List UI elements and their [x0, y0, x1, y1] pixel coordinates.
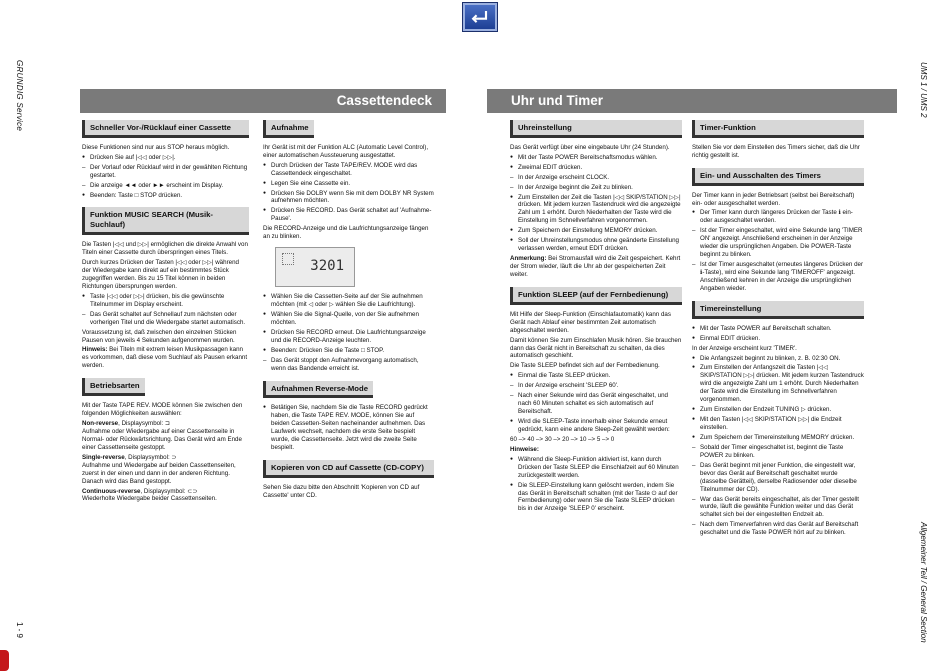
dash-item: – War das Gerät bereits eingeschaltet, als der Timer gestellt wurde, läuft die gewählte Funktion weiter und das Gerät schaltet sich bei der eingestellten Endzeit ab.	[692, 496, 864, 520]
paragraph: Hinweis: Bei Titeln mit extrem leisen Musikpassagen kann es vorkommen, daß diese vom Suchlauf als Pausen erkannt werden.	[82, 346, 248, 370]
return-arrow-icon	[465, 5, 495, 29]
page-number: 1 - 9	[15, 622, 25, 639]
model-side-label: UMS 1 / UMS 2	[919, 62, 929, 118]
dash-item: – In der Anzeige erscheint 'SLEEP 60'.	[510, 382, 682, 390]
paragraph: In der Anzeige erscheint kurz 'TIMER'.	[692, 344, 797, 352]
bullet-item: ● Drücken Sie RECORD. Das Gerät schaltet auf 'Aufnahme-Pause'.	[263, 207, 434, 223]
heading: Betriebsarten	[82, 378, 145, 396]
paragraph: 60 –> 40 –> 30 –> 20 –> 10 –> 5 –> 0	[510, 435, 615, 443]
bullet-item: ● Soll der Uhreinstellungsmodus ohne geänderte Einstellung verlassen werden, erneut EDIT drücken.	[510, 237, 682, 253]
paragraph: Die Taste SLEEP befindet sich auf der Fernbedienung.	[510, 362, 660, 370]
heading: Funktion MUSIC SEARCH (Musik-Suchlauf)	[82, 207, 249, 235]
bullet-item: ● Mit der Taste POWER Bereitschaftsmodus wählen.	[510, 154, 682, 162]
bullet-item: ● Drücken Sie auf |◁◁ oder ▷▷|.	[82, 154, 249, 162]
bullet-item: ● Wählen Sie die Signal-Quelle, von der Sie aufnehmen möchten.	[263, 311, 434, 327]
column-1	[82, 120, 249, 505]
dash-item: – Ist der Timer eingeschaltet, wird eine Sekunde lang 'TIMER ON' angezeigt. Anschließend erscheinen in der Anzeige wieder die ursprünglichen Angaben. Die POWER-Taste beginnt zu blinken.	[692, 227, 864, 259]
bullet-item: ● Während die Sleep-Funktion aktiviert ist, kann durch Drücken der Taste SLEEP die Einschlafzeit auf 60 Minuten zurückgestellt werden.	[510, 456, 682, 480]
heading: Aufnahmen Reverse-Mode	[263, 381, 373, 399]
dash-item: – Die anzeige ◄◄ oder ►► erscheint im Display.	[82, 182, 249, 190]
bullet-item: ● Wird die SLEEP-Taste innerhalb einer Sekunde erneut gedrückt, kann eine andere Sleep-Zeit gewählt werden:	[510, 418, 682, 434]
bullet-item: ● Beenden: Drücken Sie die Taste □ STOP.	[263, 347, 434, 355]
mode-item: Single-reverse, Displaysymbol: ⊃ Aufnahme und Wiedergabe auf beiden Cassettenseiten, zuerst in der einen und dann in der anderen Richtung. Danach wird das Band gestoppt.	[82, 453, 236, 485]
column-2	[263, 120, 434, 502]
dash-item: – Ist der Timer ausgeschaltet (erneutes längeres Drücken der ℹ-Taste), wird eine Sekunde lang 'TIMEROFF' angezeigt. Anschließend kehren in der Anzeige die ursprünglichen Angaben wieder.	[692, 261, 864, 293]
bullet-item: ● Drücken Sie RECORD erneut. Die Laufrichtungsanzeige und die RECORD-Anzeige leuchten.	[263, 329, 434, 345]
bullet-item: ● Beenden: Taste □ STOP drücken.	[82, 192, 249, 200]
dash-item: – In der Anzeige beginnt die Zeit zu blinken.	[510, 184, 682, 192]
bullet-item: ● Drücken Sie DOLBY wenn Sie mit dem DOLBY NR System aufnehmen möchten.	[263, 190, 434, 206]
paragraph: Diese Funktionen sind nur aus STOP heraus möglich.	[82, 143, 230, 151]
bullet-item: ● Taste |◁◁ oder ▷▷| drücken, bis die gewünschte Titelnummer im Display erscheint.	[82, 293, 249, 309]
bullet-item: ● Mit der Taste POWER auf Bereitschaft schalten.	[692, 325, 864, 333]
bullet-item: ● Zum Speichern der Timereinstellung MEMORY drücken.	[692, 434, 864, 442]
paragraph: Die RECORD-Anzeige und die Laufrichtungsanzeige fängen an zu blinken.	[263, 225, 429, 241]
paragraph: Anmerkung: Bei Stromausfall wird die Zeit gespeichert. Kehrt der Strom wieder, läuft die Uhr ab der gespeicherten Zeit weiter.	[510, 255, 681, 278]
bullet-item: ● Durch Drücken der Taste TAPE/REV. MODE wird das Cassettendeck eingeschaltet.	[263, 162, 434, 178]
mode-item: Non-reverse, Displaysymbol: ⊐ Aufnahme oder Wiedergabe auf einer Cassettenseite in Normal- oder Rückwärtsrichtung. Das Gerät wird am Ende einer Cassettenseite gestoppt.	[82, 420, 242, 451]
bullet-item: ● Betätigen Sie, nachdem Sie die Taste RECORD gedrückt haben, die Taste TAPE REV. MODE, können Sie auf beiden Cassetten-Seiten nacheinander aufnehmen. Das Laufwerk wechselt, nachdem die erste Seite bespielt wurde, die Cassettenseite. Jetzt wird die zweite Seite bespielt.	[263, 404, 434, 452]
dash-item: – Das Gerät schaltet auf Schnellauf zum nächsten oder vorherigen Titel und die Wiedergabe startet automatisch.	[82, 311, 249, 327]
bullet-item: ● Die Anfangszeit beginnt zu blinken, z. B. 02:30 ON.	[692, 355, 864, 363]
section-banner-uhr-timer: Uhr und Timer	[487, 89, 897, 113]
heading: Timer-Funktion	[692, 120, 864, 138]
dash-item: – Der Vorlauf oder Rücklauf wird in der gewählten Richtung gestartet.	[82, 164, 249, 180]
dash-item: – Sobald der Timer eingeschaltet ist, beginnt die Taste POWER zu blinken.	[692, 444, 864, 460]
paragraph: Die Tasten |◁◁ und ▷▷| ermöglichen die direkte Anwahl von Titeln einer Cassette durch überspringen eines Titels.	[82, 241, 248, 257]
brand-side-label: GRUNDIG Service	[15, 60, 25, 132]
bullet-item: ● Einmal die Taste SLEEP drücken.	[510, 372, 682, 380]
paragraph: Durch kurzes Drücken der Tasten |◁◁ oder ▷▷| während der Wiedergabe kann direkt auf ein bestimmtes Stück zugegriffen werden. Bis zu 15 Titel können in beiden Richtungen übersprungen werden.	[82, 259, 239, 290]
bullet-item: ● Wählen Sie die Cassetten-Seite auf der Sie aufnehmen möchten (mit ◁ oder ▷ wählen Sie die Laufrichtung).	[263, 293, 434, 309]
page-tab-marker	[0, 650, 9, 671]
heading: Schneller Vor-/Rücklauf einer Cassette	[82, 120, 249, 138]
heading: Timereinstellung	[692, 301, 864, 319]
paragraph: Hinweise:	[510, 445, 539, 453]
bullet-item: ● Zweimal EDIT drücken.	[510, 164, 682, 172]
heading: Uhreinstellung	[510, 120, 682, 138]
dash-item: – Das Gerät beginnt mit jener Funktion, die eingestellt war, bevor das Gerät auf Bereitschaft geschaltet wurde (dasselbe Gerätteil), derselbe Radiosender oder dieselbe Titelnummer der CD).	[692, 462, 864, 494]
bullet-item: ● Der Timer kann durch längeres Drücken der Taste ℹ ein- oder ausgeschaltet werden.	[692, 209, 864, 225]
paragraph: Der Timer kann in jeder Betriebsart (selbst bei Bereitschaft) ein- oder ausgeschaltet werden.	[692, 191, 855, 207]
paragraph: Mit der Taste TAPE REV. MODE können Sie zwischen den folgenden Möglichkeiten auswählen:	[82, 402, 243, 418]
paragraph: Damit können Sie zum Einschlafen Musik hören. Sie brauchen dann das Gerät nicht in Bereitschaft zu schalten, da dies automatisch geschieht.	[510, 336, 682, 360]
bullet-item: ● Mit den Tasten |◁◁ SKIP/STATION ▷▷| die Endzeit einstellen.	[692, 416, 864, 432]
mode-item: Continuous-reverse, Displaysymbol: ⊂⊃ Wiederholte Wiedergabe beider Cassettenseiten.	[82, 487, 217, 503]
paragraph: Mit Hilfe der Sleep-Funktion (Einschlafautomatik) kann das Gerät nach Ablauf einer bestimmten Zeit automatisch abgeschaltet werden.	[510, 310, 671, 334]
paragraph: Sehen Sie dazu bitte den Abschnitt 'Kopieren von CD auf Cassette' unter CD.	[263, 483, 420, 499]
back-button[interactable]	[463, 3, 497, 31]
heading: Ein- und Ausschalten des Timers	[692, 168, 864, 186]
display-illustration: 3201	[275, 247, 355, 287]
dash-item: – In der Anzeige erscheint CLOCK.	[510, 174, 682, 182]
heading: Funktion SLEEP (auf der Fernbedienung)	[510, 287, 682, 305]
paragraph: Voraussetzung ist, daß zwischen den einzelnen Stücken Pausen von jeweils 4 Sekunden aufgenommen wurden.	[82, 328, 237, 344]
bullet-item: ● Legen Sie eine Cassette ein.	[263, 180, 434, 188]
paragraph: Das Gerät verfügt über eine eingebaute Uhr (24 Stunden).	[510, 143, 670, 151]
dash-item: – Nach einer Sekunde wird das Gerät eingeschaltet, und nach 60 Minuten schaltet es sich automatisch auf Bereitschaft.	[510, 392, 682, 416]
bullet-item: ● Einmal EDIT drücken.	[692, 335, 864, 343]
bullet-item: ● Zum Einstellen der Zeit die Tasten |◁◁ SKIP/STATION ▷▷| drücken. Mit jedem kurzen Tastendruck wird die angezeigte Zahl um 1 erhöht. Durch Niederhalten der Taste wird die Einstellung im Schnellverfahren vorgenommen.	[510, 194, 682, 226]
dash-item: – Das Gerät stoppt den Aufnahmevorgang automatisch, wenn das Bandende erreicht ist.	[263, 357, 434, 373]
column-4	[692, 120, 864, 539]
bullet-item: ● Zum Speichern der Einstellung MEMORY drücken.	[510, 227, 682, 235]
paragraph: Stellen Sie vor dem Einstellen des Timers sicher, daß die Uhr richtig gestellt ist.	[692, 143, 860, 159]
paragraph: Ihr Gerät ist mit der Funktion ALC (Automatic Level Control), einer automatischen Aussteuerung ausgestattet.	[263, 143, 429, 159]
bullet-item: ● Zum Einstellen der Endzeit TUNING ▷ drücken.	[692, 406, 864, 414]
bullet-item: ● Zum Einstellen der Anfangszeit die Tasten |◁◁ SKIP/STATION ▷▷| drücken. Mit jedem kurzen Tastendruck wird die angezeigte Zahl um 1 erhöht. Durch Niederhalten der Taste wird die Einstellung im Schnellverfahren vorgenommen.	[692, 364, 864, 404]
section-side-label: Allgemeiner Teil / General Section	[919, 522, 929, 643]
column-3	[510, 120, 682, 515]
dash-item: – Nach dem Timerverfahren wird das Gerät auf Bereitschaft geschaltet und die Taste POWER hört auf zu blinken.	[692, 521, 864, 537]
bullet-item: ● Die SLEEP-Einstellung kann gelöscht werden, indem Sie das Gerät in Bereitschaft schalten (mit der Taste ⏻ auf der Fernbedienung) oder wenn Sie die Taste SLEEP drücken bis in der Anzeige 'SLEEP 0' erscheint.	[510, 482, 682, 514]
heading: Aufnahme	[263, 120, 314, 138]
heading: Kopieren von CD auf Cassette (CD-COPY)	[263, 460, 434, 478]
section-banner-cassettendeck: Cassettendeck	[80, 89, 446, 113]
